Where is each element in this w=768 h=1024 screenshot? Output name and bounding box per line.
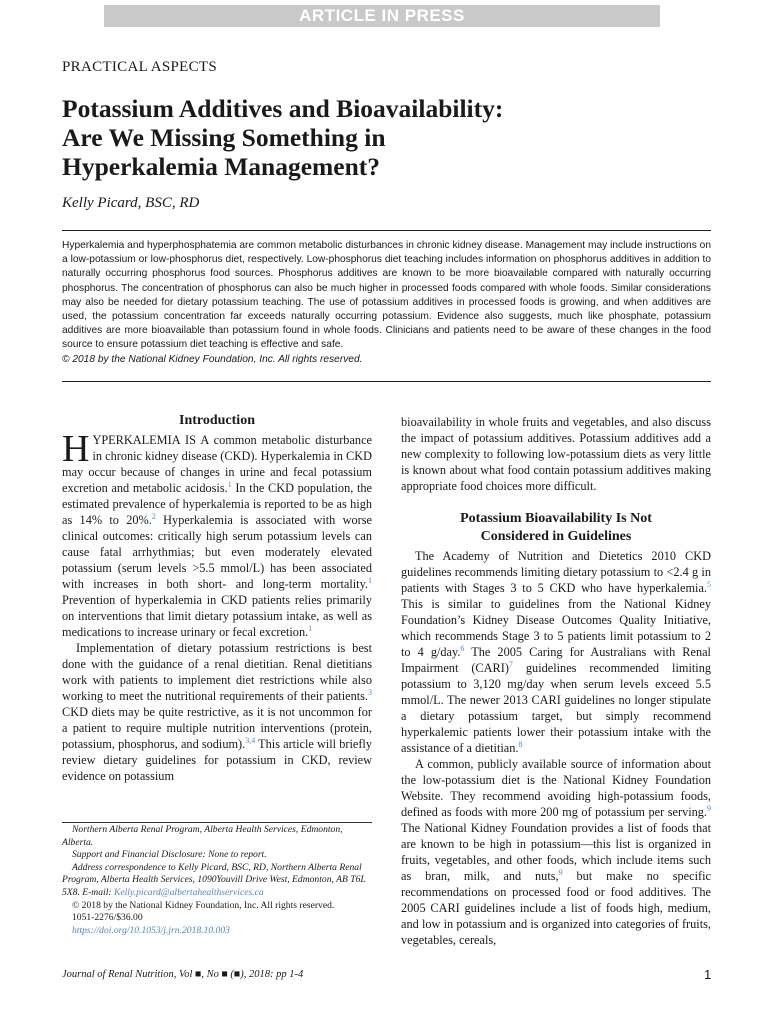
- footnote-issn: 1051-2276/$36.00: [72, 912, 143, 924]
- footnote-affiliation: Northern Alberta Renal Program, Alberta Health Services, Edmonton, Alberta.: [62, 824, 343, 848]
- text-run: In the CKD population, the estimated prevalence of hyperkalemia is reported to be as high as 14% to 20%.: [62, 481, 372, 527]
- text-run: A common metabolic disturbance in chronic kidney disease (CKD). Hyperkalemia in CKD may occur because of changes in urine and fecal potassium excretion and metabolic acidosis.: [62, 433, 372, 495]
- abstract-top-rule: [62, 230, 711, 231]
- doi-link[interactable]: https://doi.org/10.1053/j.jrn.2018.10.003: [72, 924, 230, 936]
- footnote-rule: [62, 822, 372, 823]
- abstract-copyright: © 2018 by the National Kidney Foundation, Inc. All rights reserved.: [62, 353, 363, 365]
- article-in-press-banner: ARTICLE IN PRESS: [104, 5, 660, 27]
- author-byline: Kelly Picard, BSC, RD: [62, 195, 200, 211]
- email-link[interactable]: Kelly.picard@albertahealthservices.ca: [113, 886, 264, 898]
- footer-journal-citation: Journal of Renal Nutrition, Vol ■, No ■ (■), 2018: pp 1-4: [62, 969, 304, 980]
- footnote-doi: [62, 925, 374, 938]
- citation-link[interactable]: 7: [508, 659, 513, 669]
- title-line: Potassium Additives and Bioavailability:: [62, 94, 504, 123]
- drop-cap: H: [62, 428, 90, 470]
- page-number: 1: [704, 967, 712, 982]
- citation-link[interactable]: 8: [518, 739, 523, 749]
- citation-link[interactable]: 2: [151, 511, 156, 521]
- heading-line: Considered in Guidelines: [480, 529, 632, 544]
- heading-line: Potassium Bioavailability Is Not: [460, 511, 652, 526]
- footnote-copyright: © 2018 by the National Kidney Foundation, Inc. All rights reserved.: [72, 899, 335, 911]
- text-run: Hyperkalemia is associated with worse clinical outcomes: critically high serum potassium levels can cause fatal arrhythmias; but even moderately elevated potassium (serum levels >5.5 mmol/L) has been associated with increases in both short- and long-term mortality.: [62, 513, 372, 591]
- text-run: The 2005 Caring for Australians with Renal Impairment (CARI): [401, 645, 711, 675]
- text-run: This is similar to guidelines from the National Kidney Foundation’s Kidney Disease Outcomes Quality Initiative, which recommends Stage 3 to 5 patients limit potassium to 2 to 4 g/day.: [401, 597, 711, 659]
- text-run: but make no specific recommendations on processed food or food additives. The 2005 CARI guidelines include a list of foods high, medium, and low in potassium and is organized into categories of fruits, vegetables, cereals,: [401, 869, 711, 947]
- citation-link[interactable]: 1: [308, 623, 313, 633]
- right-column: [401, 414, 711, 948]
- right-paragraph-0: bioavailability in whole fruits and vegetables, and also discuss the impact of potassium additives. Potassium additives add a new complexity to following low-potassium diets as very little is known about what food contain potassium additives making appropriate food choices more difficult.: [401, 415, 711, 493]
- intro-paragraph-2: [62, 640, 372, 784]
- citation-link[interactable]: 5: [707, 579, 711, 589]
- footnote-address: [62, 862, 374, 900]
- title-line: Are We Missing Something in: [62, 123, 386, 152]
- right-paragraph-2: [401, 756, 711, 948]
- introduction-heading: Introduction: [179, 413, 255, 428]
- abstract: [62, 239, 711, 367]
- left-column: [62, 412, 372, 784]
- abstract-text: Hyperkalemia and hyperphosphatemia are common metabolic disturbances in chronic kidney disease. Management may include instructions on a low-potassium or low-phosphorus diet, respectively. Low-phosphorus diet teaching includes information on phosphorus additives in addition to naturally occurring phosphorus food sources. Phosphorus additives are known to be more bioavailable compared with naturally occurring phosphorus. The concentration of phosphorus can also be much higher in processed foods compared with whole foods. Similar considerations may also be needed for dietary potassium teaching. The use of potassium additives in processed foods is growing, and when additives are used, the potassium concentration far exceeds naturally occurring potassium. Evidence also suggests, much like phosphate, potassium additives are more bioavailable than potassium found in whole foods. Clinicians and patients need to be aware of these changes in the food source to ensure potassium diet teaching is effective and safe.: [62, 240, 711, 351]
- section-heading: [401, 510, 711, 546]
- text-run: Address correspondence to Kelly Picard, BSC, RD, Northern Alberta Renal Program, Alberta Health Services, 1090Youvill Drive West, Edmonton, AB T6L 5X8. E-mail:: [62, 861, 366, 898]
- text-run: Implementation of dietary potassium restrictions is best done with the guidance of a renal dietitian. Renal dietitians work with patients to implement diet restrictions while also working to meet the nutritional requirements of their patients.: [62, 641, 372, 703]
- right-paragraph-1: [401, 548, 711, 756]
- title-line: Hyperkalemia Management?: [62, 152, 380, 181]
- citation-link[interactable]: 9: [558, 867, 563, 877]
- citation-link[interactable]: 6: [460, 643, 465, 653]
- text-run: The Academy of Nutrition and Dietetics 2010 CKD guidelines recommends limiting dietary potassium to <2.4 g in patients with Stages 3 to 5 CKD who have hyperkalemia.: [401, 549, 711, 595]
- section-label: PRACTICAL ASPECTS: [62, 59, 217, 75]
- citation-link[interactable]: 3,4: [245, 735, 256, 745]
- text-run: CKD diets may be quite restrictive, as it is not uncommon for a patient to require multiple nutrition interventions (protein, potassium, phosphorus, and sodium).: [62, 705, 372, 751]
- citation-link[interactable]: 3: [368, 687, 372, 697]
- text-run: This article will briefly review dietary guidelines for potassium in CKD, review evidence on potassium: [62, 737, 372, 783]
- article-title: [62, 94, 702, 181]
- citation-link[interactable]: 1: [227, 479, 232, 489]
- footnotes: [62, 824, 374, 937]
- citation-link[interactable]: 9: [707, 803, 711, 813]
- intro-lead-caps: YPERKALEMIA IS: [92, 433, 196, 447]
- footnote-support: Support and Financial Disclosure: None to report.: [72, 849, 267, 861]
- abstract-bottom-rule: [62, 381, 711, 382]
- text-run: A common, publicly available source of information about the low-potassium diet is the National Kidney Foundation Website. They recommend avoiding high-potassium foods, defined as foods with more 200 mg of potassium per serving.: [401, 757, 711, 819]
- text-run: Prevention of hyperkalemia in CKD patients relies primarily on interventions that limit dietary potassium intake, as well as medications to increase urinary or fecal excretion.: [62, 593, 372, 639]
- text-run: guidelines recommended limiting potassium to 3,120 mg/day when serum levels exceed 5.5 mmol/L. The newer 2013 CARI guidelines no longer stipulate a dietary potassium target, but simply recommend hyperkalemic patients lower their potassium intake with the assistance of a dietitian.: [401, 661, 711, 755]
- intro-paragraph-1: [62, 428, 372, 640]
- citation-link[interactable]: 1: [368, 575, 372, 585]
- text-run: The National Kidney Foundation provides a list of foods that are known to be high in potassium—this list is organized in fruits, vegetables, and other foods, which include items such as bran, milk, and nuts,: [401, 821, 711, 883]
